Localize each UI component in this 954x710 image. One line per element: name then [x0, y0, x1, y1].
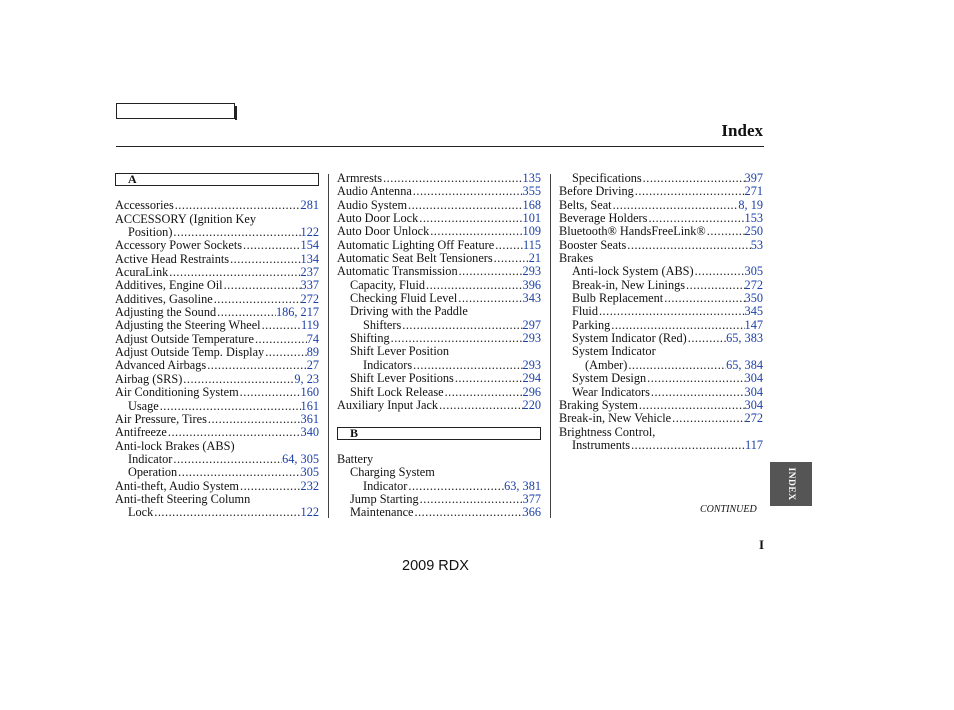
dot-leader: [412, 185, 523, 198]
page-link[interactable]: 397: [744, 171, 763, 185]
index-heading: Charging System: [350, 465, 435, 480]
entry-label: Automatic Transmission: [337, 264, 458, 279]
dot-leader: [425, 279, 523, 292]
page-link[interactable]: 340: [300, 425, 319, 440]
page-link[interactable]: 232: [300, 478, 319, 493]
page-link[interactable]: 147: [744, 317, 763, 332]
page-link[interactable]: 304: [744, 384, 763, 399]
dot-leader: [494, 239, 523, 252]
index-entry: [337, 332, 541, 345]
dot-leader: [159, 400, 301, 413]
page-link[interactable]: 186, 217: [275, 305, 319, 320]
dot-leader: [414, 506, 523, 519]
dot-leader: [706, 225, 745, 238]
entry-label: Specifications: [572, 171, 642, 185]
entry-label: Auto Door Unlock: [337, 224, 430, 239]
entry-label: Anti-lock System (ABS): [572, 264, 694, 279]
dot-leader: [153, 506, 300, 519]
entry-label: Parking: [572, 317, 611, 332]
page-link[interactable]: 153: [744, 211, 763, 226]
index-entry: [337, 386, 541, 399]
entry-label: Shift Lock Release: [350, 384, 444, 399]
index-entry: [115, 480, 319, 493]
index-entry: [115, 253, 319, 266]
index-entry: [337, 172, 541, 185]
index-entry: [337, 239, 541, 252]
page-link[interactable]: 122: [300, 225, 319, 240]
dot-leader: [646, 372, 744, 385]
page-link[interactable]: 305: [300, 465, 319, 480]
index-heading: System Indicator: [572, 344, 656, 359]
column-divider: [550, 174, 551, 518]
index-entry: [337, 480, 541, 493]
dot-leader: [419, 493, 523, 506]
dot-leader: [610, 319, 744, 332]
top-left-box: [116, 103, 235, 119]
dot-leader: [382, 172, 522, 185]
dot-leader: [687, 332, 726, 345]
index-heading: Battery: [337, 451, 374, 466]
index-heading: Shift Lever Position: [350, 344, 450, 359]
dot-leader: [239, 480, 301, 493]
index-entry: [115, 199, 319, 212]
title-divider: [116, 146, 764, 147]
page-link[interactable]: 119: [301, 318, 319, 333]
index-entry: [115, 506, 319, 519]
entry-label: System Design: [572, 371, 647, 386]
index-column-1: [115, 172, 319, 520]
dot-leader: [216, 306, 276, 319]
page-link[interactable]: 272: [300, 291, 319, 306]
entry-label: Airbag (SRS): [115, 371, 183, 386]
index-entry: [337, 493, 541, 506]
dot-leader: [626, 239, 750, 252]
dot-leader: [647, 212, 744, 225]
index-heading: Brightness Control,: [559, 424, 656, 439]
page-link[interactable]: 355: [522, 184, 541, 199]
entry-label: Antifreeze: [115, 425, 167, 440]
index-entry: [115, 239, 319, 252]
index-column-3: [559, 172, 763, 452]
index-entry: [559, 305, 763, 318]
index-entry: [337, 359, 541, 372]
dot-leader: [493, 252, 529, 265]
index-entry: [559, 212, 763, 225]
page-number: I: [759, 537, 765, 552]
page-link[interactable]: 293: [522, 331, 541, 346]
continued-label: CONTINUED: [700, 504, 757, 515]
page-link[interactable]: 135: [522, 171, 541, 185]
entry-label: Fluid: [572, 304, 598, 319]
section-letter: A: [115, 173, 319, 186]
dot-leader: [612, 199, 739, 212]
index-heading: Anti-lock Brakes (ABS): [115, 438, 235, 453]
index-entry: [115, 466, 319, 479]
footer-model: 2009 RDX: [402, 558, 469, 574]
index-entry: [115, 386, 319, 399]
entry-label: Break-in, New Linings: [572, 277, 686, 292]
dot-leader: [454, 372, 523, 385]
page-link[interactable]: 63, 381: [504, 478, 541, 493]
dot-leader: [401, 319, 522, 332]
index-entry: [115, 453, 319, 466]
page-link[interactable]: 281: [300, 198, 319, 213]
entry-label: Air Conditioning System: [115, 385, 239, 400]
page-link[interactable]: 9, 23: [294, 371, 319, 386]
dot-leader: [207, 413, 301, 426]
entry-label: Booster Seats: [559, 237, 627, 252]
page-link[interactable]: 396: [522, 277, 541, 292]
column-divider: [328, 174, 329, 518]
entry-label: Adjust Outside Temperature: [115, 331, 254, 346]
index-entry: [337, 265, 541, 278]
index-entry: [559, 399, 763, 412]
index-entry: [337, 292, 541, 305]
page-link[interactable]: 345: [744, 304, 763, 319]
index-entry: [559, 439, 763, 452]
entry-label: Capacity, Fluid: [350, 277, 426, 292]
dot-leader: [264, 346, 307, 359]
page-link[interactable]: 115: [523, 237, 541, 252]
entry-label: Advanced Airbags: [115, 358, 207, 373]
index-entry: [559, 319, 763, 332]
entry-label: Position): [128, 225, 173, 240]
entry-label: Audio System: [337, 197, 408, 212]
index-entry: [115, 400, 319, 413]
entry-label: Automatic Lighting Off Feature: [337, 237, 495, 252]
page-link[interactable]: 65, 384: [726, 357, 763, 372]
index-entry: [337, 372, 541, 385]
page-link[interactable]: 250: [744, 224, 763, 239]
dot-leader: [254, 333, 307, 346]
index-entry: [337, 252, 541, 265]
index-entry: [337, 185, 541, 198]
dot-leader: [182, 373, 294, 386]
entry-label: System Indicator (Red): [572, 331, 687, 346]
index-entry: [559, 292, 763, 305]
index-entry: [559, 412, 763, 425]
entry-label: Shift Lever Positions: [350, 371, 454, 386]
dot-leader: [167, 426, 301, 439]
entry-label: Checking Fluid Level: [350, 291, 458, 306]
index-entry: [337, 225, 541, 238]
dot-leader: [407, 480, 504, 493]
index-entry: [115, 226, 319, 239]
page-link[interactable]: 296: [522, 384, 541, 399]
index-column-2: [337, 172, 541, 520]
entry-label: Belts, Seat: [559, 197, 612, 212]
dot-leader: [412, 359, 522, 372]
page-link[interactable]: 109: [522, 224, 541, 239]
dot-leader: [390, 332, 523, 345]
index-entry: [337, 506, 541, 519]
page-link[interactable]: 366: [522, 505, 541, 520]
dot-leader: [213, 293, 301, 306]
dot-leader: [172, 226, 300, 239]
entry-label: Indicator: [363, 478, 408, 493]
page-link[interactable]: 64, 305: [282, 451, 319, 466]
entry-label: Beverage Holders: [559, 211, 648, 226]
entry-label: Bluetooth® HandsFreeLink®: [559, 224, 706, 239]
dot-leader: [638, 399, 745, 412]
dot-leader: [407, 199, 523, 212]
entry-label: Wear Indicators: [572, 384, 650, 399]
page-link[interactable]: 337: [300, 278, 319, 293]
index-entry: [115, 373, 319, 386]
dot-leader: [172, 453, 282, 466]
page-link[interactable]: 21: [528, 251, 541, 266]
index-entry: [115, 306, 319, 319]
dot-leader: [206, 359, 307, 372]
index-heading: Anti-theft Steering Column: [115, 491, 251, 506]
dot-leader: [418, 212, 522, 225]
index-entry: [115, 319, 319, 332]
dot-leader: [694, 265, 745, 278]
dot-leader: [634, 185, 745, 198]
index-entry: [559, 332, 763, 345]
index-entry: [115, 266, 319, 279]
entry-label: Adjust Outside Temp. Display: [115, 345, 265, 360]
page-link[interactable]: 27: [306, 358, 319, 373]
page-link[interactable]: 74: [306, 331, 319, 346]
page-link[interactable]: 65, 383: [726, 331, 763, 346]
index-side-tab-label: INDEX: [786, 467, 796, 501]
index-entry: [115, 359, 319, 372]
index-entry: [559, 225, 763, 238]
dot-leader: [650, 386, 745, 399]
page-link[interactable]: 160: [300, 385, 319, 400]
index-entry: [337, 199, 541, 212]
index-side-tab[interactable]: [770, 462, 812, 506]
entry-label: AcuraLink: [115, 265, 169, 280]
dot-leader: [261, 319, 301, 332]
spacer: [115, 186, 319, 199]
index-heading: Driving with the Paddle: [350, 304, 468, 319]
entry-label: Audio Antenna: [337, 184, 412, 199]
index-entry: [559, 185, 763, 198]
entry-label: Lock: [128, 505, 154, 520]
entry-label: Before Driving: [559, 184, 634, 199]
dot-leader: [177, 466, 300, 479]
entry-label: Bulb Replacement: [572, 291, 664, 306]
dot-leader: [168, 266, 300, 279]
page-link[interactable]: 101: [522, 211, 541, 226]
entry-label: Jump Starting: [350, 491, 419, 506]
page-link[interactable]: 122: [300, 505, 319, 520]
page-link[interactable]: 134: [300, 251, 319, 266]
index-entry: [337, 212, 541, 225]
index-entry: [115, 346, 319, 359]
page-link[interactable]: 8, 19: [738, 197, 763, 212]
page-link[interactable]: 154: [300, 238, 319, 253]
spacer: [337, 440, 541, 453]
index-entry: [559, 172, 763, 185]
dot-leader: [663, 292, 744, 305]
dot-leader: [242, 239, 301, 252]
page-link[interactable]: 272: [744, 411, 763, 426]
dot-leader: [174, 199, 301, 212]
entry-label: Break-in, New Vehicle: [559, 411, 672, 426]
entry-label: Armrests: [337, 171, 383, 185]
page-link[interactable]: 294: [522, 371, 541, 386]
index-entry: [115, 279, 319, 292]
spacer: [337, 412, 541, 425]
entry-label: Automatic Seat Belt Tensioners: [337, 251, 493, 266]
entry-label: Shifters: [363, 317, 402, 332]
page-link[interactable]: 271: [744, 184, 763, 199]
index-entry: [115, 333, 319, 346]
entry-label: Air Pressure, Tires: [115, 411, 207, 426]
page-link[interactable]: 377: [522, 491, 541, 506]
dot-leader: [627, 359, 726, 372]
page-title: Index: [721, 121, 763, 140]
index-entry: [115, 413, 319, 426]
page-link[interactable]: 350: [744, 291, 763, 306]
index-entry: [559, 359, 763, 372]
entry-label: Instruments: [572, 437, 631, 452]
dot-leader: [685, 279, 745, 292]
entry-label: Auxiliary Input Jack: [337, 397, 439, 412]
page-link[interactable]: 293: [522, 357, 541, 372]
entry-label: Anti-theft, Audio System: [115, 478, 239, 493]
page-link[interactable]: 304: [744, 371, 763, 386]
dot-leader: [457, 292, 522, 305]
entry-label: Additives, Engine Oil: [115, 278, 223, 293]
index-entry: [115, 426, 319, 439]
page-link[interactable]: 293: [522, 264, 541, 279]
dot-leader: [239, 386, 301, 399]
index-entry: [559, 199, 763, 212]
page-link[interactable]: 272: [744, 277, 763, 292]
entry-label: Auto Door Lock: [337, 211, 419, 226]
entry-label: Shifting: [350, 331, 390, 346]
entry-label: Indicator: [128, 451, 173, 466]
index-entry: [337, 279, 541, 292]
index-heading: Brakes: [559, 251, 594, 266]
entry-label: Adjusting the Steering Wheel: [115, 318, 261, 333]
page-link[interactable]: 117: [745, 437, 763, 452]
dot-leader: [671, 412, 744, 425]
entry-label: Additives, Gasoline: [115, 291, 213, 306]
dot-leader: [223, 279, 301, 292]
index-entry: [559, 372, 763, 385]
section-letter: B: [337, 427, 541, 440]
index-entry: [115, 293, 319, 306]
dot-leader: [642, 172, 745, 185]
page-link[interactable]: 304: [744, 397, 763, 412]
page-link[interactable]: 53: [750, 237, 763, 252]
entry-label: Accessory Power Sockets: [115, 238, 243, 253]
entry-label: Operation: [128, 465, 178, 480]
entry-label: Accessories: [115, 198, 174, 213]
page-link[interactable]: 220: [522, 397, 541, 412]
entry-label: Braking System: [559, 397, 638, 412]
dot-leader: [630, 439, 745, 452]
page-link[interactable]: 168: [522, 197, 541, 212]
page-link[interactable]: 305: [744, 264, 763, 279]
dot-leader: [444, 386, 523, 399]
entry-label: Indicators: [363, 357, 413, 372]
entry-label: Maintenance: [350, 505, 414, 520]
dot-leader: [429, 225, 522, 238]
entry-label: Usage: [128, 398, 159, 413]
dot-leader: [438, 399, 522, 412]
index-entry: [337, 319, 541, 332]
page-link[interactable]: 297: [522, 317, 541, 332]
entry-label: Adjusting the Sound: [115, 305, 217, 320]
page-link[interactable]: 89: [306, 345, 319, 360]
index-entry: [559, 386, 763, 399]
index-entry: [559, 239, 763, 252]
dot-leader: [598, 305, 745, 318]
index-heading: ACCESSORY (Ignition Key: [115, 211, 256, 226]
index-entry: [337, 399, 541, 412]
index-entry: [559, 279, 763, 292]
entry-label: (Amber): [585, 357, 628, 372]
page-link[interactable]: 237: [300, 265, 319, 280]
page-link[interactable]: 361: [300, 411, 319, 426]
page-link[interactable]: 343: [522, 291, 541, 306]
dot-leader: [458, 265, 523, 278]
dot-leader: [229, 253, 300, 266]
index-entry: [559, 265, 763, 278]
page-link[interactable]: 161: [300, 398, 319, 413]
entry-label: Active Head Restraints: [115, 251, 230, 266]
